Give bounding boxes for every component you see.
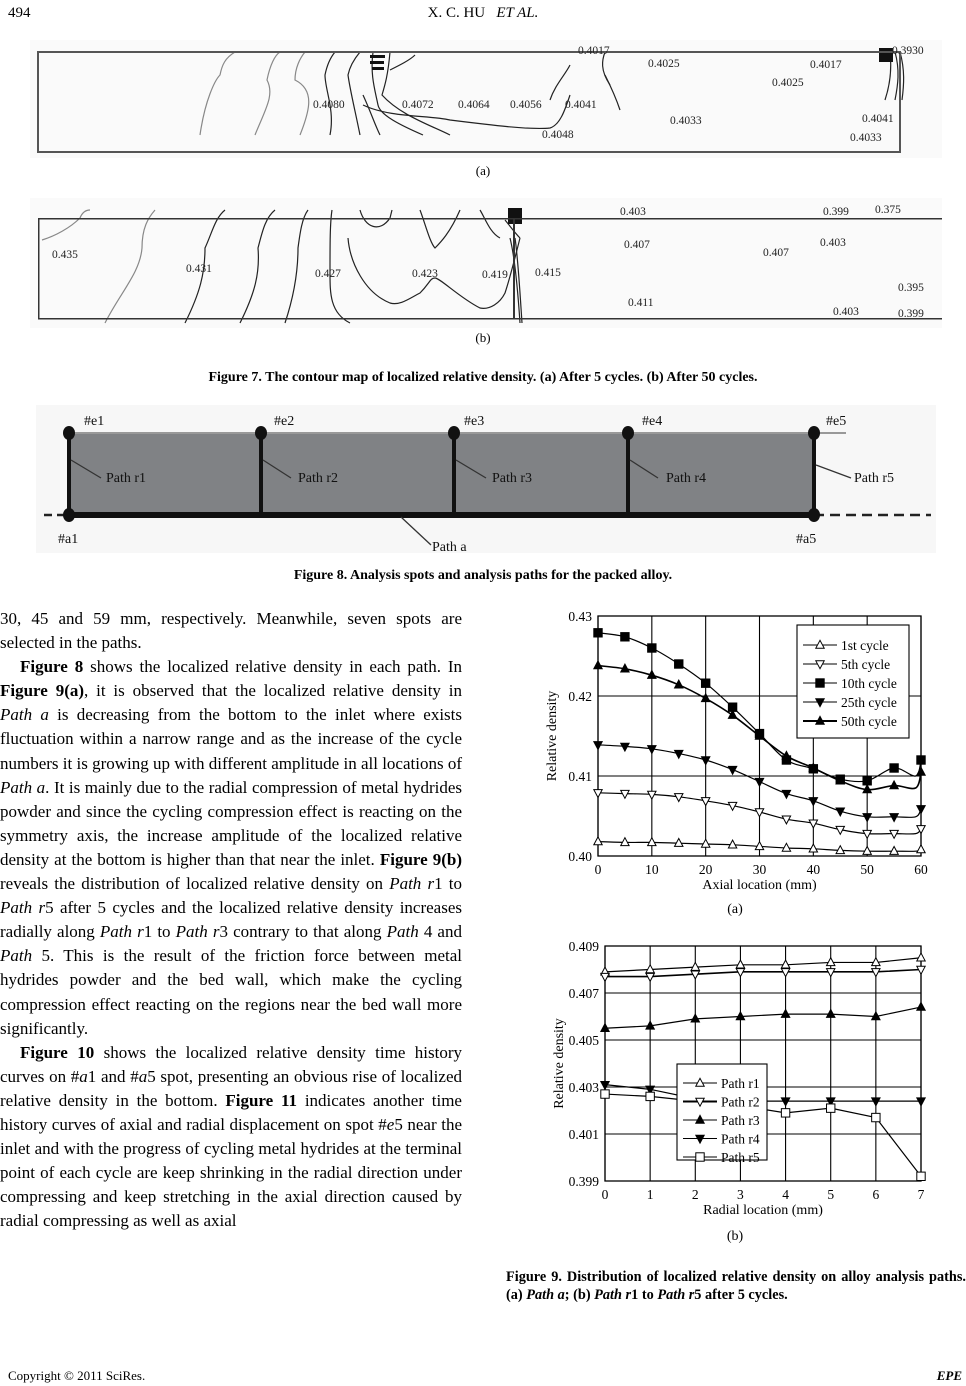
contour-label: 0.395: [898, 282, 924, 294]
path-ref: Path r: [0, 898, 46, 918]
contour-label: 0.375: [875, 204, 901, 216]
spot-e3: [448, 426, 460, 440]
figure-ref: Figure 9(a): [0, 681, 85, 701]
spot-ref: a: [79, 1066, 88, 1086]
data-point: [917, 953, 925, 961]
legend-label: 10th cycle: [841, 676, 897, 691]
path-ref: Path a: [0, 777, 46, 797]
data-point: [601, 1090, 609, 1098]
y-tick-label: 0.41: [568, 769, 592, 784]
data-point: [890, 781, 898, 789]
y-tick-label: 0.403: [568, 1080, 599, 1095]
contour-label: 0.399: [898, 308, 924, 320]
page-number: 494: [8, 5, 31, 21]
data-point: [872, 1098, 880, 1106]
text: 1 to: [143, 922, 176, 942]
data-point: [917, 767, 925, 775]
contour-label: 0.4072: [402, 99, 434, 111]
text: ; (b): [564, 1287, 595, 1303]
text: 5. This is the result of the friction force between metal hydrides powder and the bed wall, which make the cycling compression effect reacting on the regions near the bed wall more significantly.: [0, 946, 462, 1038]
figure7a-contour-map: [30, 40, 942, 158]
figure7-caption: Figure 7. The contour map of localized relative density. (a) After 5 cycles. (b) After 50 cycles.: [208, 370, 758, 385]
contour-label: 0.415: [535, 267, 561, 279]
y-axis-label: Relative density: [552, 1018, 567, 1109]
x-tick-label: 60: [914, 862, 928, 877]
spot-label-e2: #e2: [274, 414, 295, 429]
spot-label-a1: #a1: [58, 532, 79, 547]
path-label-r1: Path r1: [106, 471, 147, 486]
x-tick-label: 2: [691, 1187, 699, 1202]
figure8-diagram: [36, 405, 936, 553]
contour-label: 0.4025: [772, 77, 804, 89]
x-tick-label: 50: [860, 862, 874, 877]
contour-label: 0.4056: [510, 99, 542, 111]
path-label-r3: Path r3: [492, 471, 533, 486]
x-tick-label: 0: [594, 862, 602, 877]
data-point: [827, 958, 835, 966]
data-point: [675, 839, 683, 847]
x-tick-label: 3: [737, 1187, 744, 1202]
spot-label-e4: #e4: [642, 414, 663, 429]
running-header: [0, 5, 966, 22]
figure8-caption: Figure 8. Analysis spots and analysis paths for the packed alloy.: [293, 568, 673, 583]
y-tick-label: 0.401: [568, 1127, 599, 1142]
text: is decreasing from the bottom to the inlet where exists fluctuation within a narrow range and as the increase of the cycle numbers it is growing up with different amplitude in all locations of: [0, 705, 462, 773]
figure-ref: Figure 11: [225, 1090, 298, 1110]
data-point: [701, 679, 709, 687]
data-point: [917, 1172, 925, 1180]
contour-label: 0.3930: [892, 45, 924, 57]
contour-label: 0.4048: [542, 129, 574, 141]
x-tick-label: 6: [872, 1187, 880, 1202]
path-label-r2: Path r2: [298, 471, 339, 486]
y-tick-label: 0.405: [568, 1033, 599, 1048]
spot-label-e3: #e3: [464, 414, 485, 429]
spot-a1: [63, 508, 75, 522]
path-label-r5: Path r5: [854, 471, 895, 486]
text: 1 to: [434, 874, 462, 894]
x-tick-label: 10: [645, 862, 659, 877]
data-point: [701, 839, 709, 847]
legend-label: 25th cycle: [841, 695, 897, 710]
contour-label: 0.419: [482, 269, 508, 281]
legend: [677, 1064, 767, 1165]
figure9a-label: (a): [727, 902, 743, 917]
spot-e5: [808, 426, 820, 440]
data-point: [809, 844, 817, 852]
legend-label: Path r4: [721, 1131, 760, 1147]
data-point: [917, 845, 925, 853]
data-point: [890, 847, 898, 855]
contour-label: 0.403: [620, 206, 646, 218]
contour-label: 0.407: [624, 239, 650, 251]
path-ref: Path r: [594, 1287, 632, 1303]
text: reveals the distribution of localized relative density on: [0, 874, 390, 894]
data-point: [863, 847, 871, 855]
spot-e1: [63, 426, 75, 440]
data-point: [890, 830, 898, 838]
contour-label: 0.407: [763, 247, 789, 259]
data-point: [836, 846, 844, 854]
text: 4 and: [418, 922, 462, 942]
figure-ref: Figure 9(b): [379, 849, 463, 869]
journal-abbrev: EPE: [936, 1368, 962, 1383]
data-point: [872, 1113, 880, 1121]
path-ref: Path r: [99, 922, 144, 942]
path-ref: Path r: [175, 922, 220, 942]
text: , it is observed that the localized relative density in: [84, 681, 463, 701]
paragraph: [0, 1041, 462, 1234]
y-tick-label: 0.42: [568, 689, 592, 704]
legend: [797, 625, 909, 738]
y-tick-label: 0.407: [568, 986, 599, 1001]
data-point: [594, 661, 602, 669]
paragraph: 30, 45 and 59 mm, respectively. Meanwhile, seven spots are selected in the paths.: [0, 609, 462, 653]
contour-label: 0.427: [315, 268, 341, 280]
text: 5 after 5 cycles and the localized relative density increases radially along: [0, 898, 462, 942]
figure-ref: Figure 10: [20, 1042, 95, 1062]
y-axis-label: Relative density: [545, 690, 560, 782]
contour-label: 0.4033: [670, 115, 702, 127]
data-point: [890, 764, 898, 772]
contour-label: 0.4033: [850, 132, 882, 144]
data-point: [917, 806, 925, 814]
data-point: [594, 837, 602, 845]
legend-marker: [816, 679, 824, 687]
spot-ref: a: [138, 1066, 148, 1086]
figure9b-label: (b): [726, 1229, 744, 1244]
text: 1 and #: [87, 1066, 139, 1086]
text: Figure 9. Distribution of localized relative density on alloy analysis paths. (a): [506, 1269, 966, 1303]
text: 3 contrary to that along: [219, 922, 387, 942]
spot-e4: [622, 426, 634, 440]
contour-label: 0.431: [186, 263, 212, 275]
data-point: [621, 838, 629, 846]
legend-label: Path r1: [721, 1076, 760, 1091]
data-point: [890, 814, 898, 822]
spot-ref: e: [386, 1114, 395, 1134]
body-text-column: [0, 607, 462, 1233]
contour-label: 0.403: [833, 306, 859, 318]
data-point: [594, 629, 602, 637]
text: 5 after 5 cycles.: [694, 1287, 788, 1303]
path-label-r4: Path r4: [666, 471, 707, 486]
x-tick-label: 20: [698, 862, 713, 877]
y-tick-label: 0.43: [568, 609, 592, 624]
text: . It is mainly due to the radial compression of metal hydrides powder and since the cycling compression effect is reacting on the symmetry axis, the increase amplitude of the localized relative density at the bottom is higher than that near the inlet.: [0, 777, 462, 869]
data-point: [646, 1092, 654, 1100]
legend-label: 50th cycle: [841, 714, 897, 729]
data-point: [648, 838, 656, 846]
y-tick-label: 0.40: [568, 849, 592, 864]
contour-label: 0.403: [820, 237, 846, 249]
spot-label-a5: #a5: [796, 532, 817, 547]
x-tick-label: 0: [601, 1187, 609, 1202]
legend-label: 1st cycle: [841, 638, 889, 653]
data-point: [728, 840, 736, 848]
path-ref: Path: [386, 922, 419, 942]
contour-label: 0.4041: [565, 99, 597, 111]
spot-a5: [808, 508, 820, 522]
x-tick-label: 4: [782, 1187, 789, 1202]
data-point: [827, 1009, 835, 1017]
path-ref: Path a: [526, 1287, 565, 1303]
data-point: [782, 843, 790, 851]
legend-label: Path r2: [721, 1094, 760, 1110]
spot-e2: [255, 426, 267, 440]
figure9-caption: [506, 1268, 966, 1304]
contour-label: 0.399: [823, 206, 849, 218]
contour-label: 0.4080: [313, 99, 345, 111]
data-point: [594, 790, 602, 798]
x-tick-label: 5: [827, 1187, 835, 1202]
data-point: [781, 1098, 789, 1106]
figure9a-chart: [530, 600, 950, 900]
y-tick-label: 0.399: [568, 1174, 599, 1189]
text: indicates another time history curves of axial and radial displacement on spot #: [0, 1090, 462, 1134]
y-tick-label: 0.409: [568, 939, 599, 954]
contour-label: 0.4017: [810, 59, 842, 71]
contour-label: 0.435: [52, 249, 78, 261]
text: shows the localized relative density time history curves on #: [0, 1042, 462, 1086]
figure7b-contour-map: [30, 198, 942, 328]
path-ref: Path a: [0, 705, 49, 725]
contour-label: 0.4064: [458, 99, 490, 111]
data-point: [621, 633, 629, 641]
contour-label: 0.4017: [578, 45, 610, 57]
spot-label-e1: #e1: [84, 414, 105, 429]
text: 5 spot, presenting an obvious rise of localized relative density in the bottom.: [0, 1066, 462, 1110]
data-point: [781, 1109, 789, 1117]
path-ref: Path r: [657, 1287, 695, 1303]
header-authors: X. C. HU: [427, 5, 486, 21]
data-point: [863, 777, 871, 785]
data-point: [675, 660, 683, 668]
text: 1 to: [631, 1287, 658, 1303]
path-ref: Path r: [389, 874, 435, 894]
figure9b-chart: [530, 930, 950, 1226]
data-point: [827, 1104, 835, 1112]
contour-label: 0.411: [628, 297, 654, 309]
text: shows the localized relative density in each path. In: [83, 657, 462, 677]
legend-label: Path r5: [721, 1150, 760, 1165]
copyright: Copyright © 2011 SciRes.: [8, 1368, 146, 1383]
data-point: [917, 756, 925, 764]
data-point: [781, 1009, 789, 1017]
path-label-a: Path a: [432, 540, 467, 553]
legend-label: Path r3: [721, 1113, 760, 1128]
header-et-al: ET AL.: [496, 5, 539, 21]
figure-ref: Figure 8: [20, 657, 84, 677]
paragraph: [0, 655, 462, 1041]
x-axis-label: Radial location (mm): [703, 1203, 823, 1218]
x-tick-label: 30: [752, 862, 767, 877]
data-point: [917, 1002, 925, 1010]
series-path-r3: [601, 1002, 925, 1031]
x-tick-label: 40: [806, 862, 821, 877]
contour-label: 0.4041: [862, 113, 894, 125]
contour-label: 0.423: [412, 268, 438, 280]
path-ref: Path: [0, 946, 33, 966]
spot-label-e5: #e5: [826, 414, 847, 429]
data-point: [736, 960, 744, 968]
contour-label: 0.4025: [648, 58, 680, 70]
x-tick-label: 7: [917, 1187, 925, 1202]
figure7b-label: (b): [475, 330, 491, 345]
x-tick-label: 1: [646, 1187, 654, 1202]
data-point: [621, 790, 629, 798]
text: 5 near the inlet and with the progress of cycling metal hydrides at the terminal point of each cycle are keep shrinking in the radial direction under compressing and keep stretching in the axial direction caused by radial compressing as well as axial: [0, 1114, 462, 1231]
data-point: [782, 751, 790, 759]
data-point: [648, 644, 656, 652]
legend-label: 5th cycle: [841, 657, 891, 672]
legend-marker: [696, 1153, 704, 1161]
figure7a-label: (a): [475, 163, 491, 178]
data-point: [917, 1098, 925, 1106]
x-axis-label: Axial location (mm): [702, 878, 817, 893]
